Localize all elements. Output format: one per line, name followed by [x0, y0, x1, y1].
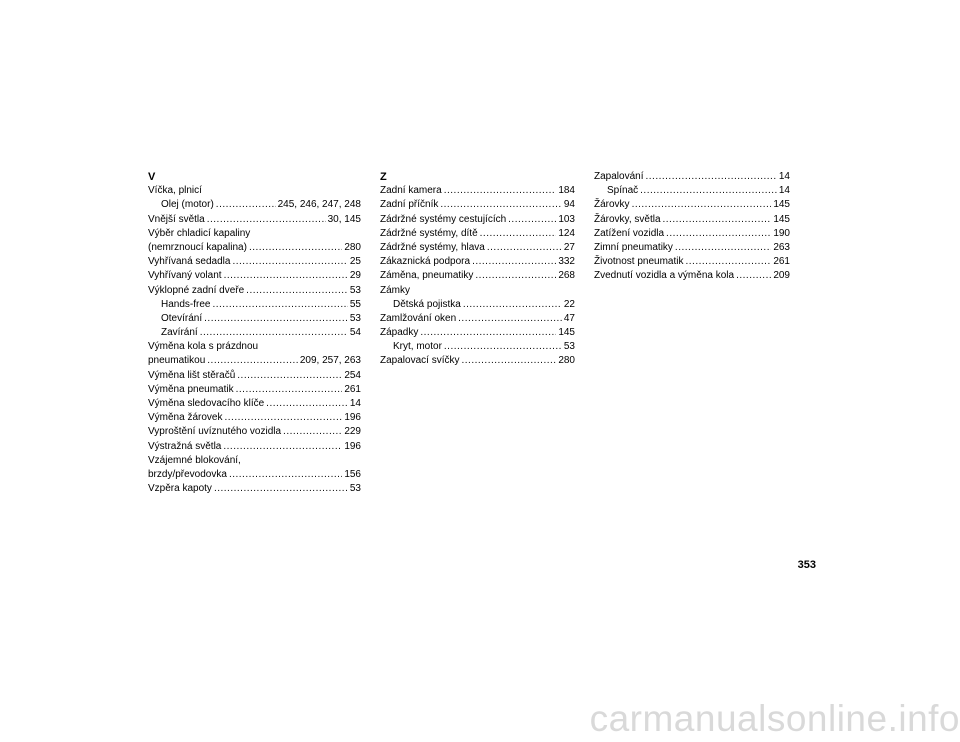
index-term: Zvednutí vozidla a výměna kola: [594, 270, 735, 282]
dot-leader: [246, 284, 348, 298]
page-refs: 103: [558, 213, 575, 225]
index-entry: [148, 269, 361, 283]
page-refs: 245, 246, 247, 248: [277, 199, 361, 211]
dot-leader: [266, 397, 348, 411]
dot-leader: [207, 213, 326, 227]
dot-leader: [214, 482, 348, 496]
page-refs: 22: [563, 298, 575, 310]
index-subentry: [148, 326, 361, 340]
page-refs: 55: [349, 298, 361, 310]
index-term: Otevírání: [161, 312, 203, 324]
page-refs: 53: [349, 483, 361, 495]
index-term: Vyproštění uvíznutého vozidla: [148, 426, 282, 438]
index-term: Záměna, pneumatiky: [380, 270, 474, 282]
index-entry: [380, 227, 575, 241]
index-term: Vyhřívaná sedadla: [148, 256, 231, 268]
dot-leader: [444, 184, 557, 198]
index-term: Zapalování: [594, 171, 644, 182]
dot-leader: [640, 184, 777, 198]
index-term: Zákaznická podpora: [380, 256, 471, 268]
index-term: pneumatikou: [148, 355, 206, 367]
index-entry: [594, 255, 790, 269]
index-term: Vnější světla: [148, 213, 205, 225]
dot-leader: [224, 411, 342, 425]
index-term: Vzpěra kapoty: [148, 483, 212, 495]
page-refs: 14: [778, 171, 790, 182]
index-term: (nemrznoucí kapalina): [148, 241, 247, 253]
page-refs: 209: [773, 270, 790, 282]
index-subentry: [594, 184, 790, 198]
index-term: Výběr chladicí kapaliny: [148, 227, 251, 239]
index-term: Víčka, plnicí: [148, 185, 202, 197]
index-entry: [148, 383, 361, 397]
index-subentry: [148, 312, 361, 326]
dot-leader: [232, 255, 347, 269]
page-refs: 196: [344, 440, 361, 452]
page-refs: 124: [558, 227, 575, 239]
index-entry: [380, 312, 575, 326]
index-entry: [148, 482, 361, 496]
page-refs: 53: [563, 341, 575, 353]
index-entry: [148, 440, 361, 454]
index-entry: [380, 198, 575, 212]
index-column-2: [380, 170, 575, 369]
index-term: Zadní příčník: [380, 199, 439, 211]
index-entry: [148, 354, 361, 368]
dot-leader: [663, 213, 772, 227]
index-term: Dětská pojistka: [393, 298, 461, 310]
index-entry: [148, 397, 361, 411]
index-term: Hands-free: [161, 298, 211, 310]
page-refs: 280: [558, 355, 575, 367]
page-refs: 94: [563, 199, 575, 211]
index-term: Zimní pneumatiky: [594, 241, 673, 253]
index-term: Zádržné systémy, dítě: [380, 227, 478, 239]
index-entry: [148, 284, 361, 298]
index-term: Olej (motor): [161, 199, 214, 211]
index-term: brzdy/převodovka: [148, 468, 227, 480]
index-entry: [380, 269, 575, 283]
dot-leader: [480, 227, 557, 241]
dot-leader: [444, 340, 562, 354]
index-term: Výměna lišt stěračů: [148, 369, 236, 381]
index-term: Výměna pneumatik: [148, 383, 234, 395]
dot-leader: [212, 298, 347, 312]
index-subentry: [380, 340, 575, 354]
page-refs: 53: [349, 312, 361, 324]
index-term: Zádržné systémy cestujících: [380, 213, 507, 225]
dot-leader: [204, 312, 348, 326]
index-entry: [148, 369, 361, 383]
dot-leader: [224, 269, 348, 283]
dot-leader: [632, 198, 772, 212]
page-refs: 145: [773, 213, 790, 225]
dot-leader: [508, 213, 556, 227]
index-entry: [380, 354, 575, 368]
page-refs: 47: [563, 312, 575, 324]
index-term: Žárovky, světla: [594, 213, 661, 225]
index-term: Kryt, motor: [393, 341, 442, 353]
dot-leader: [237, 369, 342, 383]
index-term: Výměna sledovacího klíče: [148, 398, 265, 409]
index-entry: [594, 198, 790, 212]
index-column-1: [148, 170, 361, 496]
page-refs: 184: [558, 185, 575, 197]
index-entry: [148, 468, 361, 482]
page-refs: 14: [349, 398, 361, 409]
dot-leader: [458, 312, 562, 326]
index-entry-heading: [148, 184, 361, 198]
index-entry: [148, 425, 361, 439]
index-entry: [594, 241, 790, 255]
dot-leader: [463, 298, 562, 312]
index-term: Zámky: [380, 284, 410, 296]
dot-leader: [461, 354, 556, 368]
index-term: Vzájemné blokování,: [148, 454, 241, 466]
index-term: Zamlžování oken: [380, 312, 457, 324]
index-entry: [148, 213, 361, 227]
page-refs: 53: [349, 284, 361, 296]
page-refs: 30, 145: [327, 213, 361, 225]
dot-leader: [229, 468, 342, 482]
index-term: Spínač: [607, 185, 639, 197]
page-refs: 280: [344, 241, 361, 253]
page-refs: 14: [778, 185, 790, 197]
index-entry: [380, 255, 575, 269]
index-entry: [380, 326, 575, 340]
index-entry: [594, 227, 790, 241]
index-column-3: [594, 170, 790, 284]
page-refs: 190: [773, 227, 790, 239]
index-term: Výměna žárovek: [148, 412, 223, 424]
page-refs: 145: [558, 327, 575, 339]
index-subentry: [380, 298, 575, 312]
index-entry: [148, 411, 361, 425]
dot-leader: [487, 241, 562, 255]
index-term: Zatížení vozidla: [594, 227, 665, 239]
page-refs: 209, 257, 263: [299, 355, 361, 367]
page-refs: 261: [773, 256, 790, 268]
dot-leader: [736, 269, 771, 283]
dot-leader: [249, 241, 342, 255]
dot-leader: [236, 383, 343, 397]
index-entry: [148, 241, 361, 255]
dot-leader: [223, 440, 342, 454]
index-entry-heading: [148, 454, 361, 468]
index-entry-heading: [148, 340, 361, 354]
page-refs: 268: [558, 270, 575, 282]
page-number: 353: [797, 559, 816, 571]
index-entry-heading: [148, 227, 361, 241]
dot-leader: [440, 198, 562, 212]
index-term: Vyhřívaný volant: [148, 270, 222, 282]
index-entry: [380, 213, 575, 227]
dot-leader: [420, 326, 556, 340]
page-refs: 261: [344, 383, 361, 395]
page-refs: 54: [349, 327, 361, 339]
dot-leader: [666, 227, 771, 241]
page-refs: 332: [558, 256, 575, 268]
dot-leader: [645, 170, 776, 184]
page-refs: 229: [344, 426, 361, 438]
page-refs: 263: [773, 241, 790, 253]
page-refs: 29: [349, 270, 361, 282]
index-entry-heading: [380, 284, 575, 298]
page-refs: 145: [773, 199, 790, 211]
dot-leader: [216, 198, 276, 212]
index-subentry: [148, 298, 361, 312]
index-term: Výstražná světla: [148, 440, 222, 452]
index-entry: [594, 269, 790, 283]
index-term: Výměna kola s prázdnou: [148, 341, 259, 353]
dot-leader: [475, 269, 556, 283]
index-entry: [594, 213, 790, 227]
index-term: Zapalovací svíčky: [380, 355, 460, 367]
index-term: Životnost pneumatik: [594, 256, 684, 268]
section-letter: V: [148, 171, 156, 183]
dot-leader: [472, 255, 556, 269]
index-term: Západky: [380, 327, 419, 339]
page-refs: 27: [563, 241, 575, 253]
index-term: Zadní kamera: [380, 185, 442, 197]
index-term: Žárovky: [594, 199, 630, 211]
dot-leader: [675, 241, 771, 255]
page-refs: 156: [344, 468, 361, 480]
index-entry: [380, 241, 575, 255]
page-refs: 25: [349, 256, 361, 268]
page-refs: 196: [344, 412, 361, 424]
section-letter: Z: [380, 171, 387, 183]
index-entry: [148, 255, 361, 269]
watermark-text: carmanualsonline.info: [589, 698, 960, 739]
index-term: Zavírání: [161, 327, 198, 339]
index-entry: [380, 184, 575, 198]
index-term: Výklopné zadní dveře: [148, 284, 245, 296]
dot-leader: [283, 425, 342, 439]
index-entry: [594, 170, 790, 184]
index-term: Zádržné systémy, hlava: [380, 241, 485, 253]
dot-leader: [200, 326, 348, 340]
index-subentry: [148, 198, 361, 212]
dot-leader: [207, 354, 298, 368]
page-refs: 254: [344, 369, 361, 381]
dot-leader: [686, 255, 772, 269]
